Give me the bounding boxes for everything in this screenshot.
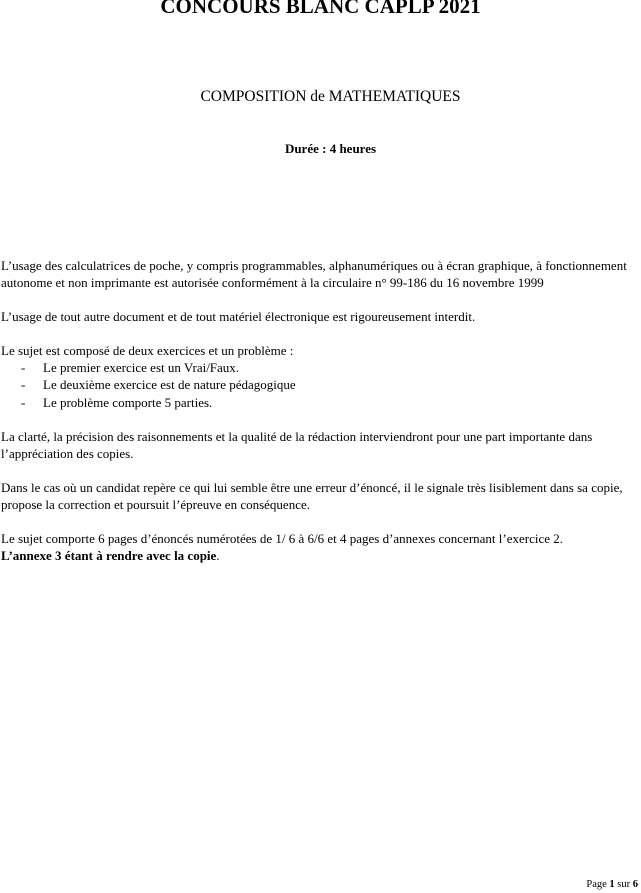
list-item [1,376,639,393]
list-item-text: Le premier exercice est un Vrai/Faux. [43,360,240,376]
list-dash: - [21,377,26,393]
calculator-paragraph: L’usage des calculatrices de poche, y compris programmables, alphanumériques ou à écran graphique, à fonctionnement autonome et non imprimante est autorisée conformément à la circulaire n° 99-186 du 16 novembre 1999 [1,258,627,291]
annex-notice: L’annexe 3 étant à rendre avec la copie [1,548,217,564]
page-count-text: Le sujet comporte 6 pages d’énoncés numérotées de 1/ 6 à 6/6 et 4 pages d’annexes concernant l’exercice 2. [1,530,564,546]
page-subtitle: COMPOSITION de MATHEMATIQUES [200,88,461,105]
annex-notice-end: . [216,548,220,564]
forbidden-documents-paragraph: L’usage de tout autre document et de tout matériel électronique est rigoureusement interdit. [1,309,476,325]
subject-structure-intro: Le sujet est composé de deux exercices et un problème : [1,342,294,358]
instructions-body [1,257,639,581]
list-item-text: Le problème comporte 5 parties. [43,394,213,410]
page-footer [586,878,638,892]
footer-page-word: Page [586,879,607,890]
clarity-paragraph: La clarté, la précision des raisonnements et la qualité de la rédaction interviendront pour une part importante dans l’appréciation des copies. [1,428,593,461]
footer-page-current: 1 [609,879,615,890]
list-item-text: Le deuxième exercice est de nature pédagogique [43,377,296,393]
subject-structure-list [1,359,639,411]
list-item [1,359,639,376]
exam-duration: Durée : 4 heures [284,141,377,156]
list-dash: - [21,360,26,376]
footer-of-word: sur [617,879,631,890]
list-item [1,394,639,411]
footer-page-total: 6 [632,879,638,890]
error-reporting-paragraph: Dans le cas où un candidat repère ce qui lui semble être une erreur d’énoncé, il le signale très lisiblement dans sa copie, propose la correction et poursuit l’épreuve en conséquence. [1,479,623,512]
page-title: CONCOURS BLANC CAPLP 2021 [160,0,481,18]
list-dash: - [21,394,26,410]
page-count-paragraph [1,530,639,565]
